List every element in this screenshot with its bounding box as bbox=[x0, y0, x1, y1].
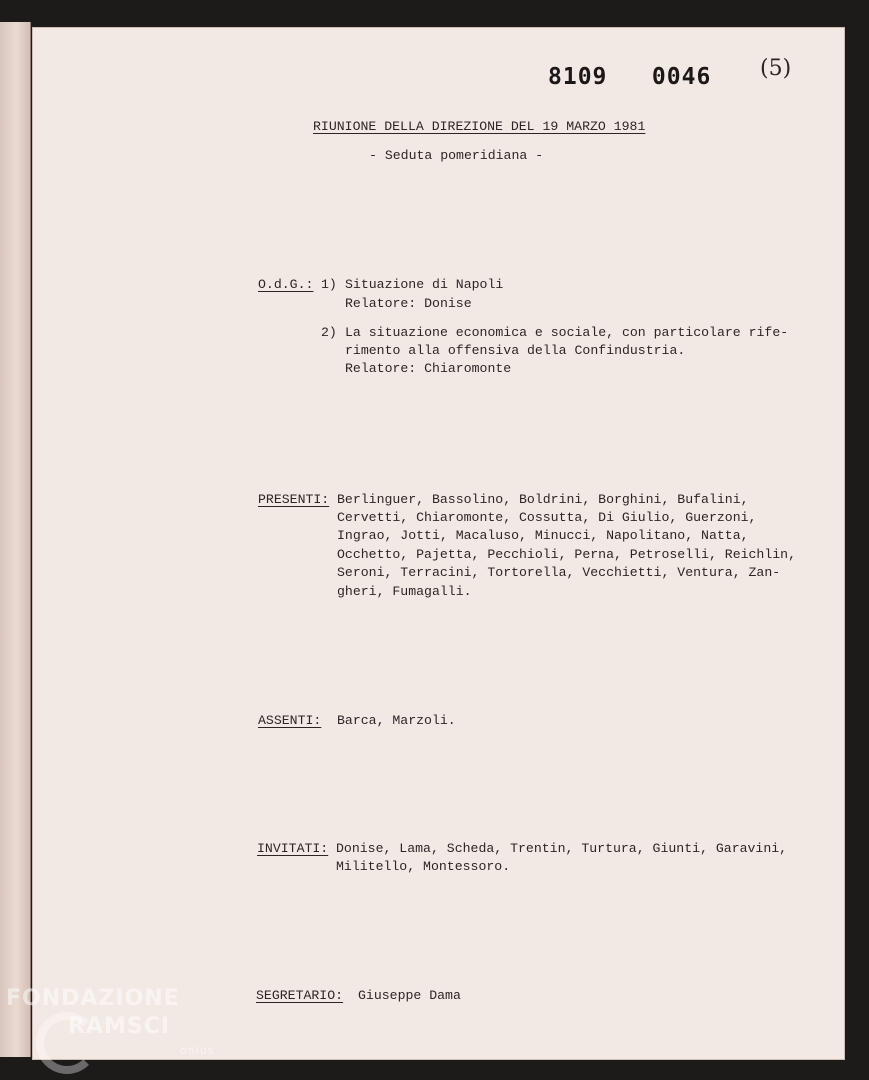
odg-item-2-title-line1: La situazione economica e sociale, con particolare rife- bbox=[345, 325, 789, 340]
invitati-label: INVITATI: bbox=[257, 841, 329, 856]
presenti-line: gheri, Fumagalli. bbox=[337, 584, 472, 599]
presenti-line: Berlinguer, Bassolino, Boldrini, Borghini, Bufalini, bbox=[337, 492, 749, 507]
invitati-line: Militello, Montessoro. bbox=[336, 859, 511, 874]
segretario-label: SEGRETARIO: bbox=[256, 988, 344, 1003]
adjacent-page-edge bbox=[0, 22, 31, 1057]
presenti-line: Seroni, Terracini, Tortorella, Vecchietti, Ventura, Zan- bbox=[337, 565, 781, 580]
odg-item-1-speaker: Relatore: Donise bbox=[345, 296, 472, 311]
fondazione-gramsci-watermark bbox=[6, 986, 215, 1057]
odg-item-1-number: 1) bbox=[321, 277, 337, 292]
meeting-title: RIUNIONE DELLA DIREZIONE DEL 19 MARZO 1981 bbox=[313, 119, 646, 134]
document-number: 8109 0046 bbox=[548, 64, 712, 90]
presenti-line: Cervetti, Chiaromonte, Cossutta, Di Giulio, Guerzoni, bbox=[337, 510, 757, 525]
odg-item-2-number: 2) bbox=[321, 325, 337, 340]
presenti-line: Occhetto, Pajetta, Pecchioli, Perna, Petroselli, Reichlin, bbox=[337, 547, 796, 562]
odg-item-2-title-line2: rimento alla offensiva della Confindustria. bbox=[345, 343, 686, 358]
segretario-name: Giuseppe Dama bbox=[358, 988, 461, 1003]
presenti-line: Ingrao, Jotti, Macaluso, Minucci, Napolitano, Natta, bbox=[337, 528, 749, 543]
assenti-names: Barca, Marzoli. bbox=[337, 713, 456, 728]
odg-item-1-title: Situazione di Napoli bbox=[345, 277, 504, 292]
session-subtitle: - Seduta pomeridiana - bbox=[369, 148, 544, 163]
handwritten-page-number: (5) bbox=[760, 56, 792, 81]
odg-item-2-speaker: Relatore: Chiaromonte bbox=[345, 361, 512, 376]
presenti-label: PRESENTI: bbox=[258, 492, 330, 507]
watermark-line: RAMSCI bbox=[68, 1014, 171, 1039]
watermark-line: FONDAZIONE bbox=[6, 986, 180, 1011]
invitati-line: Donise, Lama, Scheda, Trentin, Turtura, Giunti, Garavini, bbox=[336, 841, 788, 856]
assenti-label: ASSENTI: bbox=[258, 713, 322, 728]
odg-label: O.d.G.: bbox=[258, 277, 314, 292]
watermark-onlus: onlus bbox=[180, 1044, 215, 1057]
